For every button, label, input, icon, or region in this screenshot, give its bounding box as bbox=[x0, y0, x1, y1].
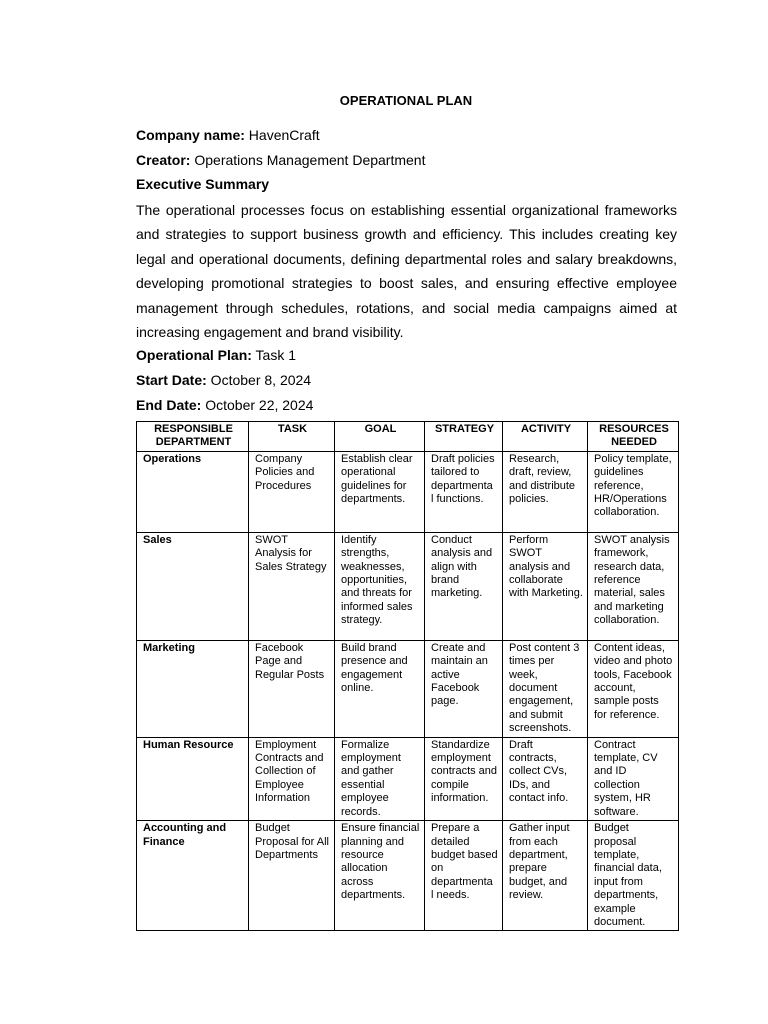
cell-activity: Post content 3 times per week, document engagement, and submit screenshots. bbox=[503, 640, 588, 737]
header-activity: ACTIVITY bbox=[503, 422, 588, 452]
cell-strategy: Prepare a detailed budget based on departmenta l needs. bbox=[425, 821, 503, 931]
table-row bbox=[137, 821, 679, 931]
start-date-line bbox=[136, 372, 311, 388]
cell-resources: SWOT analysis framework, research data, reference material, sales and marketing collaboration. bbox=[588, 532, 679, 640]
summary-heading bbox=[136, 176, 269, 192]
cell-strategy: Conduct analysis and align with brand marketing. bbox=[425, 532, 503, 640]
cell-task: Budget Proposal for All Departments bbox=[249, 821, 335, 931]
document-title: OPERATIONAL PLAN bbox=[339, 93, 473, 108]
plan-label: Operational Plan: bbox=[136, 347, 252, 363]
cell-department: Accounting and Finance bbox=[137, 821, 249, 931]
cell-resources: Policy template, guidelines reference, HR/Operations collaboration. bbox=[588, 451, 679, 532]
cell-task: Employment Contracts and Collection of Employee Information bbox=[249, 737, 335, 820]
table-row bbox=[137, 640, 679, 737]
operational-plan-table bbox=[136, 421, 679, 931]
cell-task: SWOT Analysis for Sales Strategy bbox=[249, 532, 335, 640]
header-responsible-department: RESPONSIBLE DEPARTMENT bbox=[137, 422, 249, 452]
cell-activity: Draft contracts, collect CVs, IDs, and contact info. bbox=[503, 737, 588, 820]
cell-resources: Content ideas, video and photo tools, Facebook account, sample posts for reference. bbox=[588, 640, 679, 737]
start-date-label: Start Date: bbox=[136, 372, 207, 388]
cell-strategy: Draft policies tailored to departmenta l functions. bbox=[425, 451, 503, 532]
cell-resources: Contract template, CV and ID collection system, HR software. bbox=[588, 737, 679, 820]
cell-activity: Gather input from each department, prepare budget, and review. bbox=[503, 821, 588, 931]
cell-department: Marketing bbox=[137, 640, 249, 737]
cell-activity: Perform SWOT analysis and collaborate with Marketing. bbox=[503, 532, 588, 640]
table-row bbox=[137, 532, 679, 640]
creator-label: Creator: bbox=[136, 152, 191, 168]
cell-activity: Research, draft, review, and distribute policies. bbox=[503, 451, 588, 532]
cell-goal: Formalize employment and gather essential employee records. bbox=[335, 737, 425, 820]
cell-task: Company Policies and Procedures bbox=[249, 451, 335, 532]
cell-strategy: Standardize employment contracts and compile information. bbox=[425, 737, 503, 820]
header-resources-needed: RESOURCES NEEDED bbox=[588, 422, 679, 452]
end-date-value: October 22, 2024 bbox=[201, 397, 314, 413]
company-label: Company name: bbox=[136, 127, 245, 143]
cell-resources: Budget proposal template, financial data, input from departments, example document. bbox=[588, 821, 679, 931]
cell-goal: Establish clear operational guidelines for departments. bbox=[335, 451, 425, 532]
cell-department: Sales bbox=[137, 532, 249, 640]
start-date-value: October 8, 2024 bbox=[206, 372, 312, 388]
table-row bbox=[137, 737, 679, 820]
cell-strategy: Create and maintain an active Facebook page. bbox=[425, 640, 503, 737]
table-header-row bbox=[137, 422, 679, 452]
cell-goal: Build brand presence and engagement online. bbox=[335, 640, 425, 737]
summary-heading-text: Executive Summary bbox=[136, 176, 270, 192]
cell-task: Facebook Page and Regular Posts bbox=[249, 640, 335, 737]
header-task: TASK bbox=[249, 422, 335, 452]
end-date-line bbox=[136, 397, 313, 413]
cell-department: Operations bbox=[137, 451, 249, 532]
header-strategy: STRATEGY bbox=[425, 422, 503, 452]
cell-goal: Identify strengths, weaknesses, opportunities, and threats for informed sales strategy. bbox=[335, 532, 425, 640]
plan-line bbox=[136, 347, 296, 363]
cell-department: Human Resource bbox=[137, 737, 249, 820]
header-goal: GOAL bbox=[335, 422, 425, 452]
cell-goal: Ensure financial planning and resource allocation across departments. bbox=[335, 821, 425, 931]
executive-summary-text: The operational processes focus on establishing essential organizational frameworks and strategies to support business growth and efficiency. This includes creating key legal and operational documents, defining departmental roles and salary breakdowns, developing promotional strategies to boost sales, and ensuring effective employee management through schedules, rotations, and social media campaigns aimed at increasing engagement and brand visibility. bbox=[136, 202, 677, 341]
creator-value: Operations Management Department bbox=[190, 152, 426, 168]
company-line bbox=[136, 127, 320, 143]
plan-value: Task 1 bbox=[251, 347, 297, 363]
creator-line bbox=[136, 152, 425, 168]
end-date-label: End Date: bbox=[136, 397, 202, 413]
table-row bbox=[137, 451, 679, 532]
company-value: HavenCraft bbox=[244, 127, 320, 143]
